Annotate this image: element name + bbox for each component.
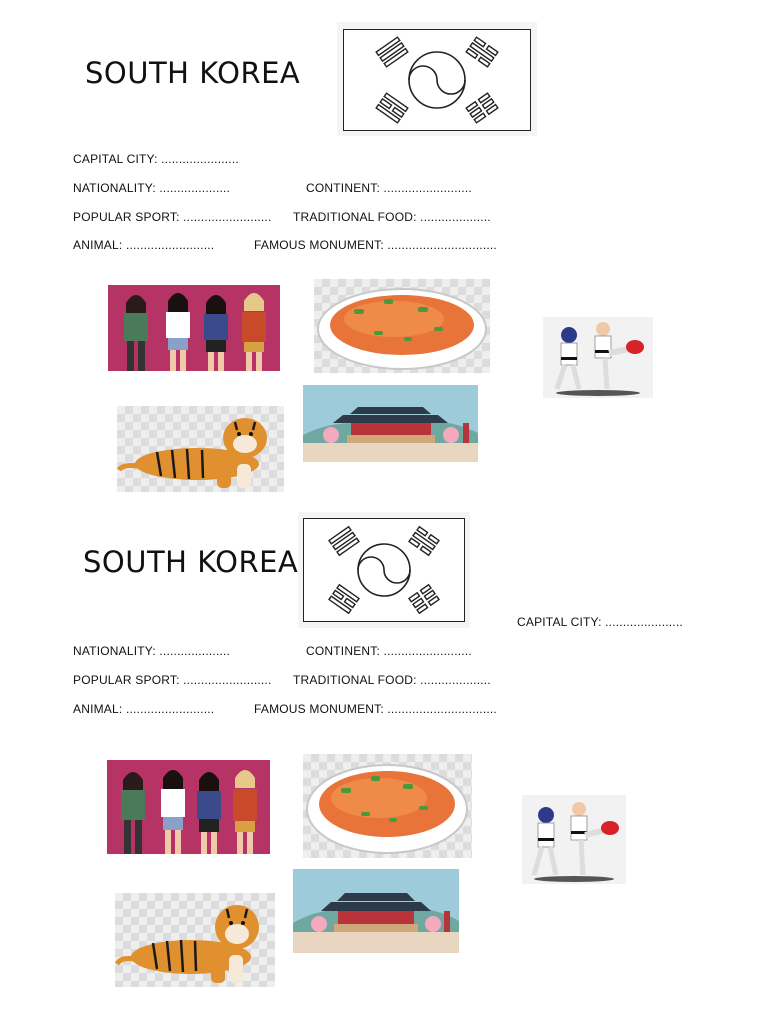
capital-city-field-2[interactable]: CAPITAL CITY: ...................... (517, 615, 683, 629)
page-title-2: SOUTH KOREA (83, 545, 299, 579)
traditional-food-field-2[interactable]: TRADITIONAL FOOD: .................... (293, 673, 491, 687)
taegeukgi-icon (344, 30, 530, 130)
tiger-image (117, 406, 284, 492)
flag-frame-2 (303, 518, 465, 622)
famous-monument-field-2[interactable]: FAMOUS MONUMENT: ............................... (254, 702, 497, 716)
nationality-field-2[interactable]: NATIONALITY: .................... (73, 644, 231, 658)
kimchi-image-2 (303, 754, 472, 858)
taegeukgi-icon (304, 519, 464, 621)
traditional-food-field[interactable]: TRADITIONAL FOOD: .................... (293, 210, 491, 224)
tiger-image-2 (115, 893, 275, 987)
kimchi-image (314, 279, 490, 373)
continent-field-2[interactable]: CONTINENT: ......................... (306, 644, 472, 658)
continent-field[interactable]: CONTINENT: ......................... (306, 181, 472, 195)
popular-sport-field[interactable]: POPULAR SPORT: ......................... (73, 210, 272, 224)
flag-korea-2 (298, 512, 470, 628)
animal-field[interactable]: ANIMAL: ......................... (73, 238, 215, 252)
taekwondo-image-2 (522, 795, 626, 884)
kpop-group-image (108, 285, 280, 371)
animal-field-2[interactable]: ANIMAL: ......................... (73, 702, 215, 716)
palace-image-2 (293, 869, 459, 953)
page-title: SOUTH KOREA (85, 56, 301, 90)
popular-sport-field-2[interactable]: POPULAR SPORT: ......................... (73, 673, 272, 687)
palace-image (303, 385, 478, 462)
flag-frame (343, 29, 531, 131)
flag-korea (337, 22, 537, 136)
taekwondo-image (543, 317, 653, 398)
nationality-field[interactable]: NATIONALITY: .................... (73, 181, 231, 195)
famous-monument-field[interactable]: FAMOUS MONUMENT: ............................... (254, 238, 497, 252)
capital-city-field[interactable]: CAPITAL CITY: ...................... (73, 152, 239, 166)
kpop-group-image-2 (107, 760, 270, 854)
